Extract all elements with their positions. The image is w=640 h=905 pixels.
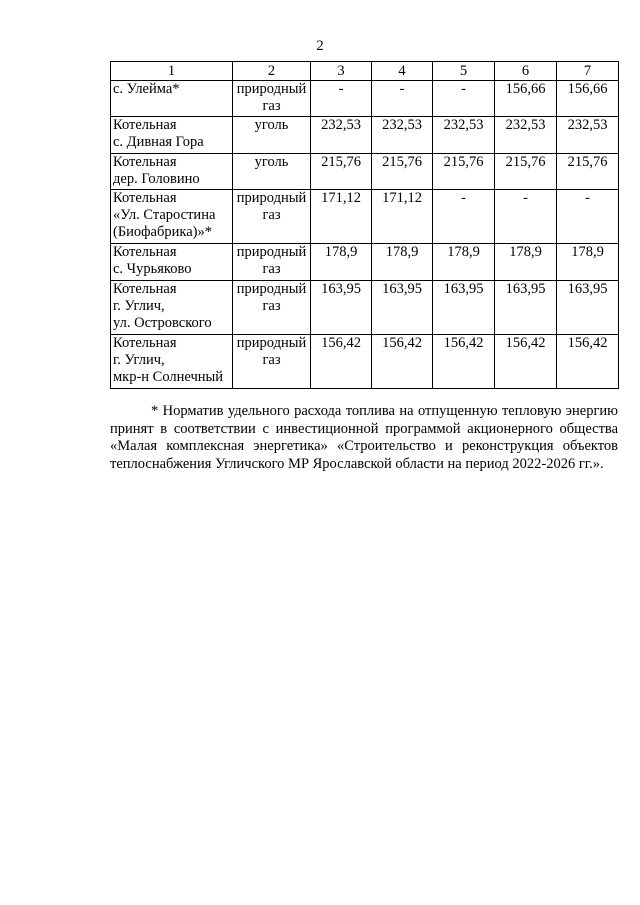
fuel-type: природный газ — [233, 190, 311, 244]
value-cell: 156,42 — [557, 335, 619, 389]
table-row — [111, 335, 619, 389]
value-cell: 232,53 — [557, 117, 619, 154]
value-cell: 232,53 — [433, 117, 495, 154]
footnote: * Норматив удельного расхода топлива на отпущенную тепловую энергию принят в соответствии с инвестиционной программой акционерного общества «Малая комплексная энергетика» «Строительство и реконструкция объектов теплоснабжения Угличского МР Ярославской области на период 2022-2026 гг.». — [110, 403, 618, 472]
value-cell: 171,12 — [372, 190, 433, 244]
value-cell: 156,42 — [372, 335, 433, 389]
table-row — [111, 154, 619, 190]
table-row — [111, 190, 619, 244]
value-cell: 163,95 — [372, 281, 433, 335]
value-cell: - — [495, 190, 557, 244]
column-header: 4 — [372, 62, 433, 81]
value-cell: 178,9 — [311, 244, 372, 281]
page-number: 2 — [316, 38, 324, 54]
value-cell: 215,76 — [557, 154, 619, 190]
boiler-name: с. Улейма* — [111, 81, 233, 117]
table-header-row — [111, 62, 619, 81]
value-cell: - — [372, 81, 433, 117]
table-row — [111, 81, 619, 117]
fuel-type: природный газ — [233, 281, 311, 335]
table-row — [111, 281, 619, 335]
boiler-name: Котельная с. Дивная Гора — [111, 117, 233, 154]
value-cell: 163,95 — [557, 281, 619, 335]
value-cell: 156,42 — [495, 335, 557, 389]
value-cell: 178,9 — [557, 244, 619, 281]
value-cell: 163,95 — [495, 281, 557, 335]
value-cell: 215,76 — [372, 154, 433, 190]
value-cell: 178,9 — [433, 244, 495, 281]
value-cell: 215,76 — [433, 154, 495, 190]
boiler-name: Котельная дер. Головино — [111, 154, 233, 190]
value-cell: 156,42 — [433, 335, 495, 389]
column-header: 3 — [311, 62, 372, 81]
column-header: 2 — [233, 62, 311, 81]
column-header: 1 — [111, 62, 233, 81]
value-cell: 232,53 — [495, 117, 557, 154]
value-cell: 156,66 — [495, 81, 557, 117]
boiler-name: Котельная г. Углич, ул. Островского — [111, 281, 233, 335]
table-row — [111, 244, 619, 281]
value-cell: 178,9 — [372, 244, 433, 281]
value-cell: - — [557, 190, 619, 244]
fuel-type: природный газ — [233, 335, 311, 389]
fuel-type: природный газ — [233, 244, 311, 281]
fuel-type: уголь — [233, 154, 311, 190]
value-cell: 156,66 — [557, 81, 619, 117]
column-header: 6 — [495, 62, 557, 81]
value-cell: 232,53 — [311, 117, 372, 154]
value-cell: 163,95 — [311, 281, 372, 335]
value-cell: 171,12 — [311, 190, 372, 244]
value-cell: 178,9 — [495, 244, 557, 281]
fuel-norm-table — [110, 61, 619, 389]
value-cell: 215,76 — [495, 154, 557, 190]
value-cell: - — [311, 81, 372, 117]
fuel-type: природный газ — [233, 81, 311, 117]
fuel-type: уголь — [233, 117, 311, 154]
boiler-name: Котельная с. Чурьяково — [111, 244, 233, 281]
column-header: 7 — [557, 62, 619, 81]
value-cell: 156,42 — [311, 335, 372, 389]
boiler-name: Котельная г. Углич, мкр-н Солнечный — [111, 335, 233, 389]
boiler-name: Котельная «Ул. Старостина (Биофабрика)»* — [111, 190, 233, 244]
column-header: 5 — [433, 62, 495, 81]
value-cell: - — [433, 190, 495, 244]
value-cell: 215,76 — [311, 154, 372, 190]
value-cell: 232,53 — [372, 117, 433, 154]
value-cell: 163,95 — [433, 281, 495, 335]
table-row — [111, 117, 619, 154]
value-cell: - — [433, 81, 495, 117]
